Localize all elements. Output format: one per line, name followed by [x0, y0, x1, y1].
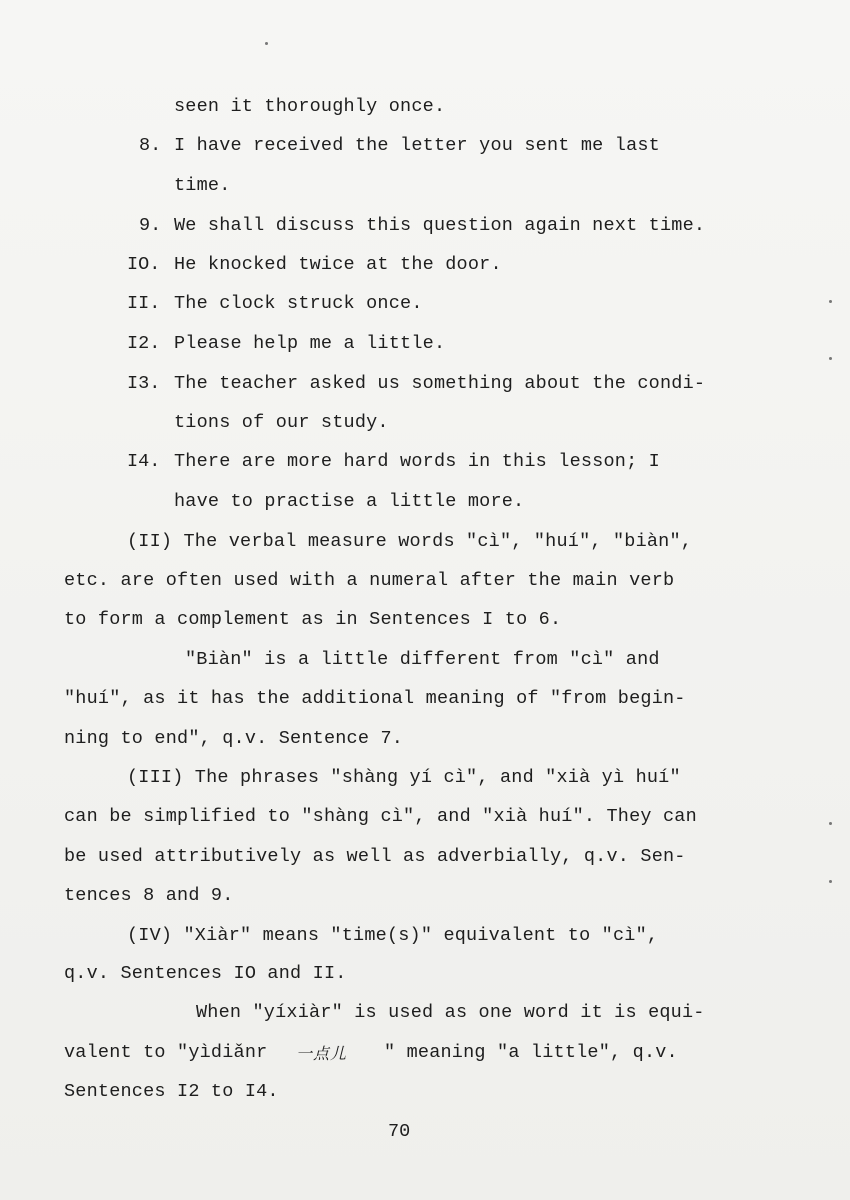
paragraph-line: be used attributively as well as adverbially, q.v. Sen- [64, 846, 686, 867]
page-number: 70 [388, 1121, 411, 1142]
paragraph-line: (II) The verbal measure words "cì", "huí", "biàn", [127, 531, 693, 552]
item-8-line-1: I have received the letter you sent me last [174, 135, 660, 156]
item-number: II. [127, 293, 161, 314]
paragraph-line: ning to end", q.v. Sentence 7. [64, 728, 404, 749]
paragraph-line: q.v. Sentences IO and II. [64, 963, 347, 984]
item-11-line-1: The clock struck once. [174, 293, 423, 314]
scan-speck [829, 822, 832, 825]
item-14-line-2: have to practise a little more. [174, 491, 525, 512]
item-number: IO. [127, 254, 161, 275]
scan-speck [265, 42, 268, 45]
paragraph-line: Sentences I2 to I4. [64, 1081, 279, 1102]
item-14-line-1: There are more hard words in this lesson; I [174, 451, 660, 472]
scan-speck [829, 357, 832, 360]
paragraph-line: When "yíxiàr" is used as one word it is equi- [196, 1002, 705, 1023]
paragraph-line: "huí", as it has the additional meaning of "from begin- [64, 688, 686, 709]
item-13-line-1: The teacher asked us something about the condi- [174, 373, 706, 394]
paragraph-line: etc. are often used with a numeral after the main verb [64, 570, 675, 591]
handwritten-chinese-characters: 一点儿 [296, 1044, 348, 1063]
item-12-line-1: Please help me a little. [174, 333, 446, 354]
paragraph-line: "Biàn" is a little different from "cì" and [185, 649, 660, 670]
paragraph-line: valent to "yìdiǎnr [64, 1042, 268, 1063]
item-13-line-2: tions of our study. [174, 412, 389, 433]
paragraph-line: can be simplified to "shàng cì", and "xià huí". They can [64, 806, 697, 827]
item-number: I3. [127, 373, 161, 394]
item-number: 9. [139, 215, 162, 236]
item-8-line-2: time. [174, 175, 231, 196]
scan-speck [829, 880, 832, 883]
item-number: 8. [139, 135, 162, 156]
item-10-line-1: He knocked twice at the door. [174, 254, 502, 275]
paragraph-line: (IV) "Xiàr" means "time(s)" equivalent to "cì", [127, 925, 659, 946]
paragraph-line: tences 8 and 9. [64, 885, 234, 906]
paragraph-line: to form a complement as in Sentences I to 6. [64, 609, 562, 630]
paragraph-line: " meaning "a little", q.v. [384, 1042, 678, 1063]
item-9-line-1: We shall discuss this question again next time. [174, 215, 706, 236]
item-number: I2. [127, 333, 161, 354]
item-number: I4. [127, 451, 161, 472]
item-7-continuation: seen it thoroughly once. [174, 96, 446, 117]
paragraph-line: (III) The phrases "shàng yí cì", and "xià yì huí" [127, 767, 681, 788]
scan-speck [829, 300, 832, 303]
